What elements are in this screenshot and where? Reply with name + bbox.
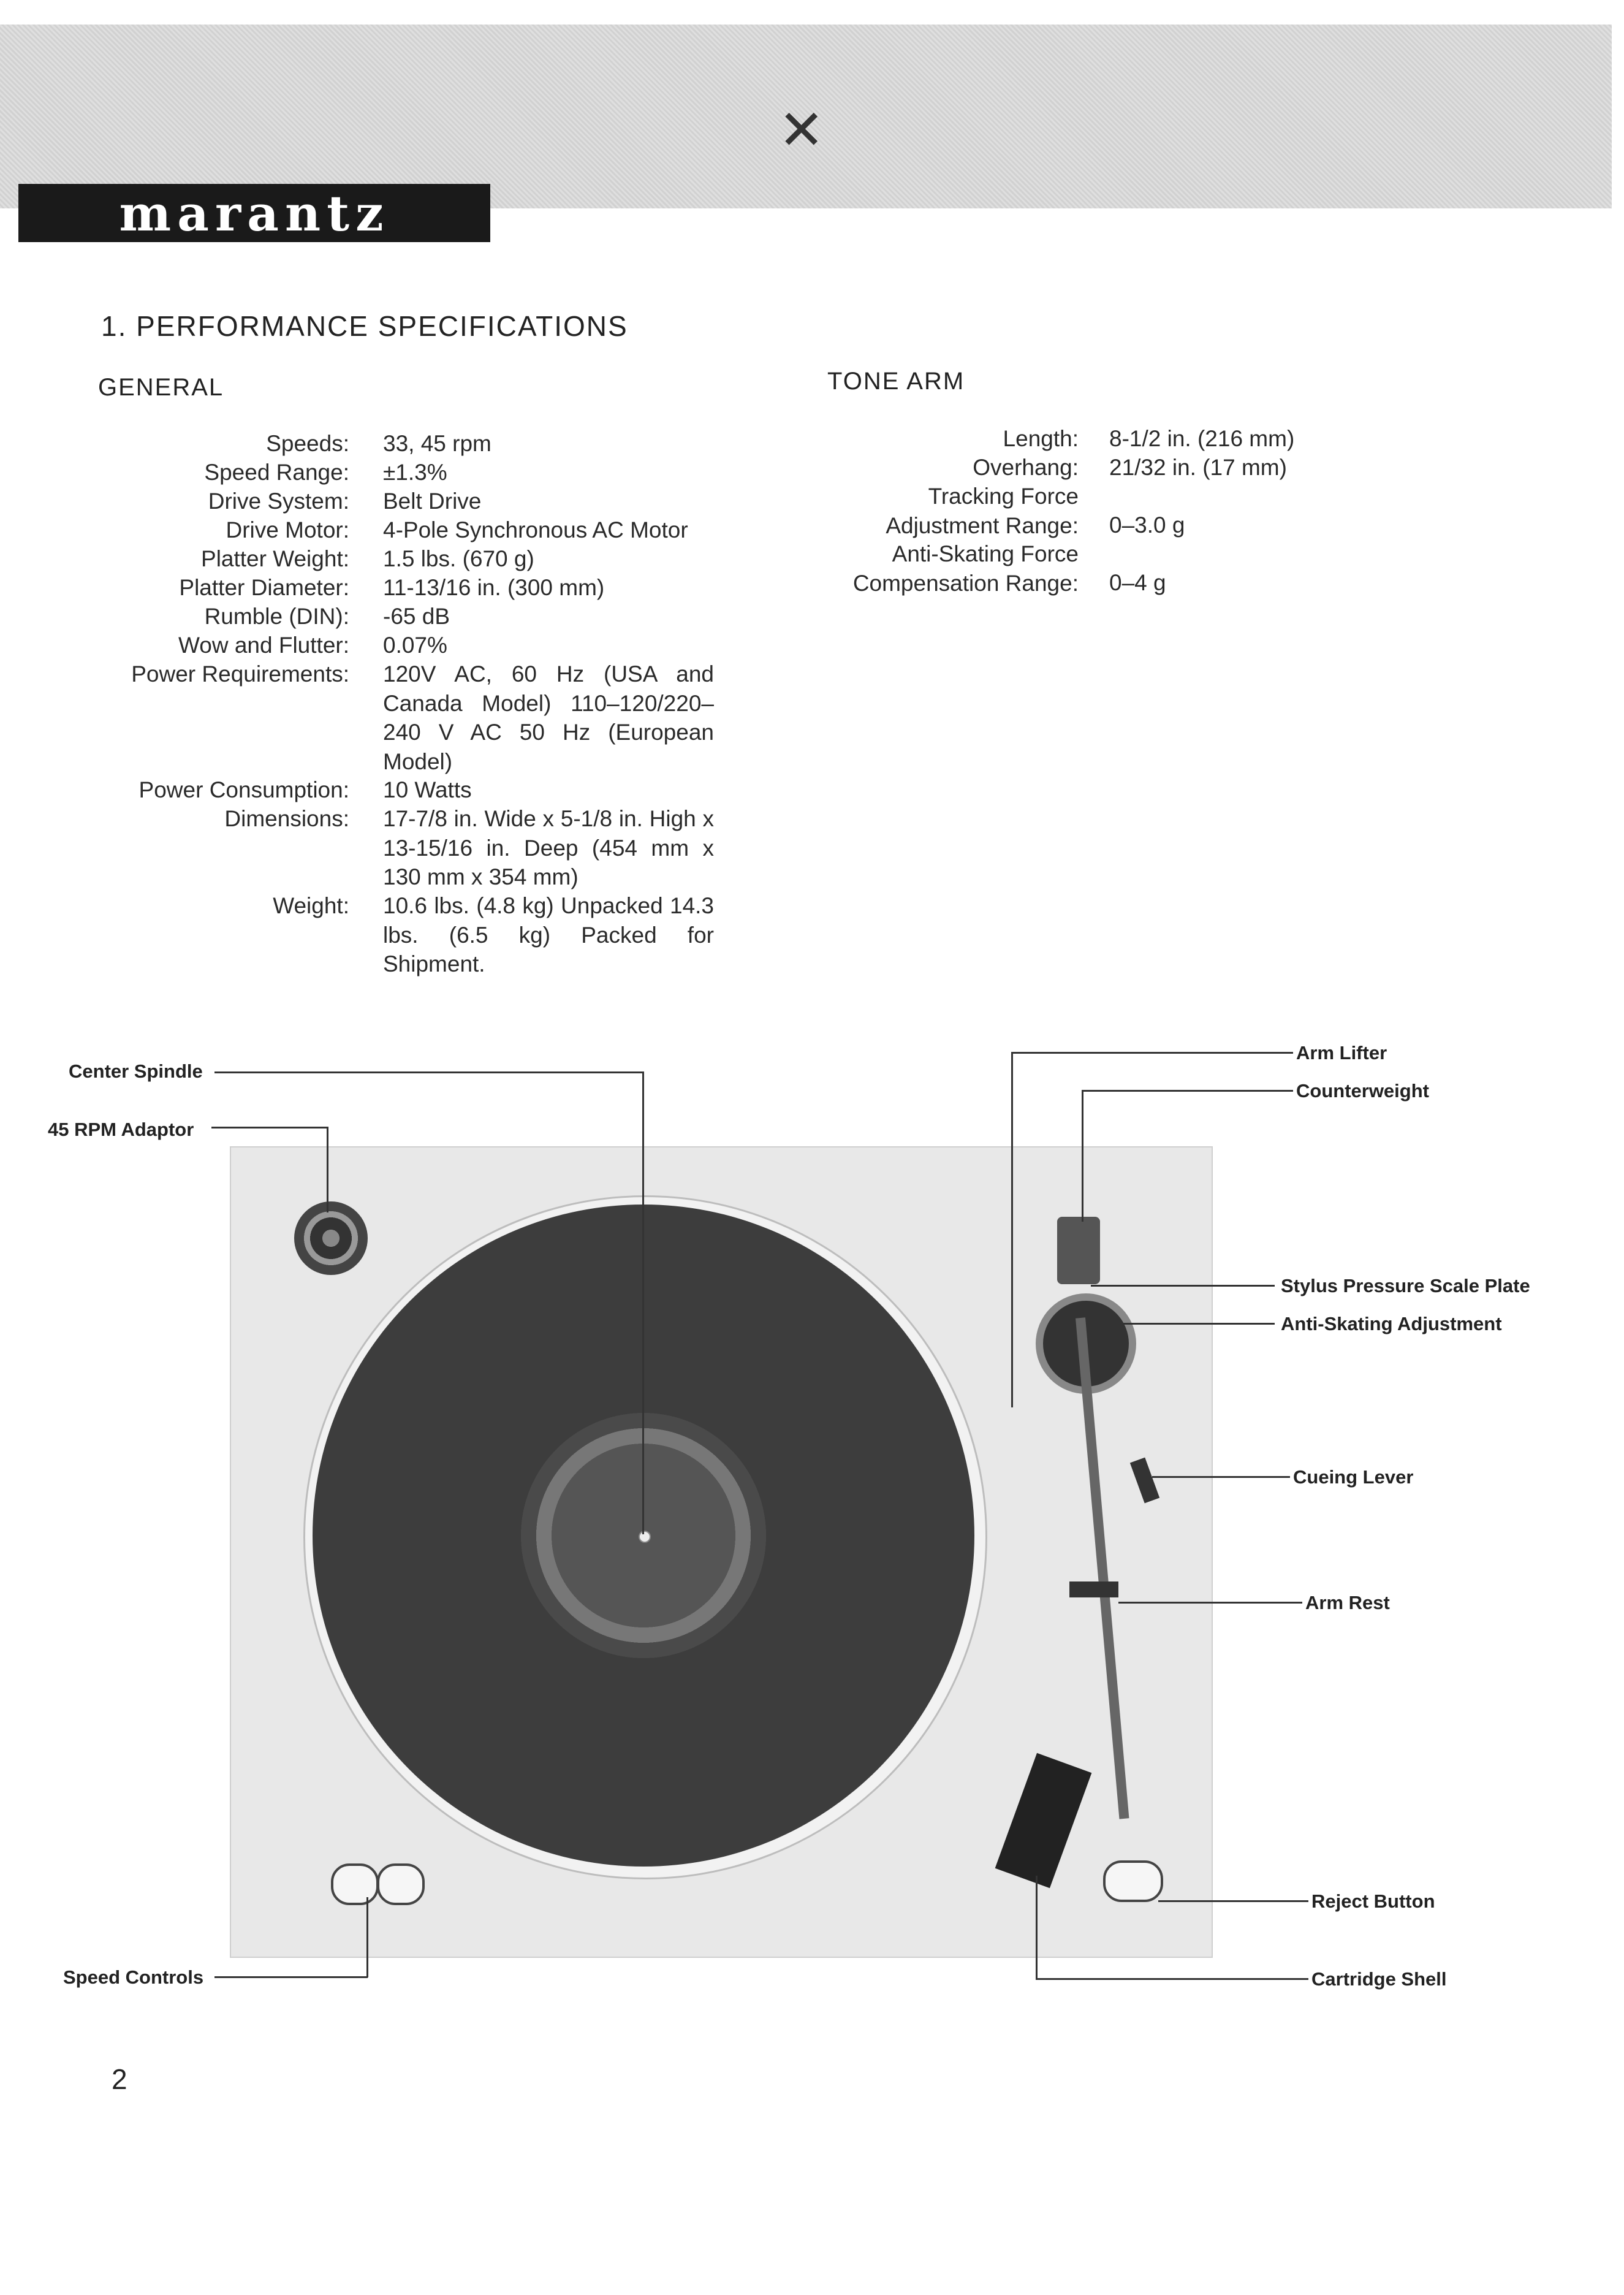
spec-label-weight: Weight: bbox=[273, 893, 349, 918]
leader-stylus-pressure bbox=[1091, 1285, 1275, 1287]
tone-arm-label-overhang: Overhang: bbox=[973, 455, 1079, 480]
tone-arm-label-length: Length: bbox=[1003, 426, 1079, 451]
leader-arm-lifter-v bbox=[1011, 1052, 1013, 1407]
page-number: 2 bbox=[112, 2063, 127, 2095]
spec-label-speeds: Speeds: bbox=[266, 431, 349, 456]
callout-reject-button: Reject Button bbox=[1311, 1890, 1435, 1912]
section-title: 1. PERFORMANCE SPECIFICATIONS bbox=[101, 310, 628, 342]
leader-adaptor-v bbox=[327, 1127, 328, 1212]
brand-logo-text: marantz bbox=[119, 184, 390, 242]
speed-button-45 bbox=[377, 1863, 425, 1905]
spec-label-power-requirements: Power Requirements: bbox=[131, 661, 349, 687]
spec-label-wow-flutter: Wow and Flutter: bbox=[178, 633, 349, 658]
leader-counterweight-h bbox=[1082, 1090, 1293, 1092]
leader-counterweight-v bbox=[1082, 1090, 1083, 1222]
leader-anti-skating bbox=[1106, 1323, 1275, 1325]
spec-label-speed-range: Speed Range: bbox=[204, 460, 349, 485]
tone-arm-value-anti-skating: 0–4 g bbox=[1109, 570, 1166, 595]
leader-cartridge-shell-v bbox=[1036, 1876, 1038, 1980]
tone-arm-heading: TONE ARM bbox=[827, 368, 965, 395]
spec-label-platter-weight: Platter Weight: bbox=[201, 546, 349, 571]
tone-arm-label-anti-skating: Anti-Skating Force Compensation Range: bbox=[852, 541, 1079, 596]
general-heading: GENERAL bbox=[98, 374, 224, 401]
callout-anti-skating-adjustment: Anti-Skating Adjustment bbox=[1281, 1313, 1502, 1334]
spec-value-drive-motor: 4-Pole Synchronous AC Motor bbox=[383, 517, 688, 542]
tone-arm-value-tracking-force: 0–3.0 g bbox=[1109, 512, 1185, 538]
spec-label-rumble: Rumble (DIN): bbox=[204, 604, 349, 629]
spec-label-drive-system: Drive System: bbox=[208, 489, 349, 514]
callout-45-rpm-adaptor: 45 RPM Adaptor bbox=[48, 1119, 194, 1140]
brand-logo bbox=[18, 184, 490, 242]
handwritten-check-mark: ✕ bbox=[778, 98, 825, 162]
callout-cartridge-shell: Cartridge Shell bbox=[1311, 1968, 1447, 1990]
leader-cueing-lever bbox=[1152, 1476, 1290, 1478]
leader-cartridge-shell-h bbox=[1036, 1978, 1308, 1980]
callout-arm-rest: Arm Rest bbox=[1305, 1592, 1390, 1613]
leader-center-spindle-h bbox=[214, 1071, 643, 1073]
leader-arm-rest bbox=[1118, 1602, 1302, 1604]
spec-label-platter-diameter: Platter Diameter: bbox=[179, 575, 349, 600]
leader-adaptor-h bbox=[211, 1127, 328, 1128]
spec-value-speeds: 33, 45 rpm bbox=[383, 431, 491, 456]
callout-center-spindle: Center Spindle bbox=[69, 1060, 203, 1082]
tone-arm-value-length: 8-1/2 in. (216 mm) bbox=[1109, 426, 1295, 451]
spec-value-rumble: -65 dB bbox=[383, 604, 450, 629]
spec-label-drive-motor: Drive Motor: bbox=[226, 517, 349, 542]
spec-value-drive-system: Belt Drive bbox=[383, 489, 482, 514]
rpm-adaptor bbox=[294, 1201, 368, 1275]
tone-arm-value-overhang: 21/32 in. (17 mm) bbox=[1109, 455, 1287, 480]
leader-center-spindle-v bbox=[642, 1071, 644, 1534]
leader-speed-h bbox=[214, 1976, 368, 1978]
spec-value-weight: 10.6 lbs. (4.8 kg) Unpacked 14.3 lbs. (6.5 kg) Packed for Shipment. bbox=[383, 893, 714, 976]
center-spindle bbox=[639, 1531, 651, 1543]
leader-arm-lifter-h bbox=[1011, 1052, 1293, 1054]
spec-value-speed-range: ±1.3% bbox=[383, 460, 447, 485]
reject-button bbox=[1103, 1860, 1163, 1902]
callout-speed-controls: Speed Controls bbox=[63, 1966, 204, 1988]
spec-label-power-consumption: Power Consumption: bbox=[138, 777, 349, 802]
arm-rest bbox=[1069, 1581, 1118, 1597]
callout-arm-lifter: Arm Lifter bbox=[1296, 1042, 1387, 1064]
tone-arm-label-tracking-force: Tracking Force Adjustment Range: bbox=[886, 484, 1079, 538]
callout-counterweight: Counterweight bbox=[1296, 1080, 1429, 1102]
callout-cueing-lever: Cueing Lever bbox=[1293, 1466, 1414, 1488]
spec-value-dimensions: 17-7/8 in. Wide x 5-1/8 in. High x 13-15/16 in. Deep (454 mm x 130 mm x 354 mm) bbox=[383, 806, 714, 889]
spec-value-platter-diameter: 11-13/16 in. (300 mm) bbox=[383, 575, 605, 600]
spec-value-power-consumption: 10 Watts bbox=[383, 777, 472, 802]
callout-stylus-pressure-scale-plate: Stylus Pressure Scale Plate bbox=[1281, 1275, 1530, 1296]
spec-value-power-requirements: 120V AC, 60 Hz (USA and Canada Model) 110–120/220–240 V AC 50 Hz (European Model) bbox=[383, 661, 714, 774]
speed-button-33 bbox=[331, 1863, 379, 1905]
counterweight bbox=[1057, 1217, 1100, 1284]
leader-speed-v bbox=[366, 1897, 368, 1977]
spec-value-wow-flutter: 0.07% bbox=[383, 633, 447, 658]
spec-label-dimensions: Dimensions: bbox=[224, 806, 349, 831]
leader-reject-button bbox=[1158, 1900, 1308, 1902]
spec-value-platter-weight: 1.5 lbs. (670 g) bbox=[383, 546, 534, 571]
